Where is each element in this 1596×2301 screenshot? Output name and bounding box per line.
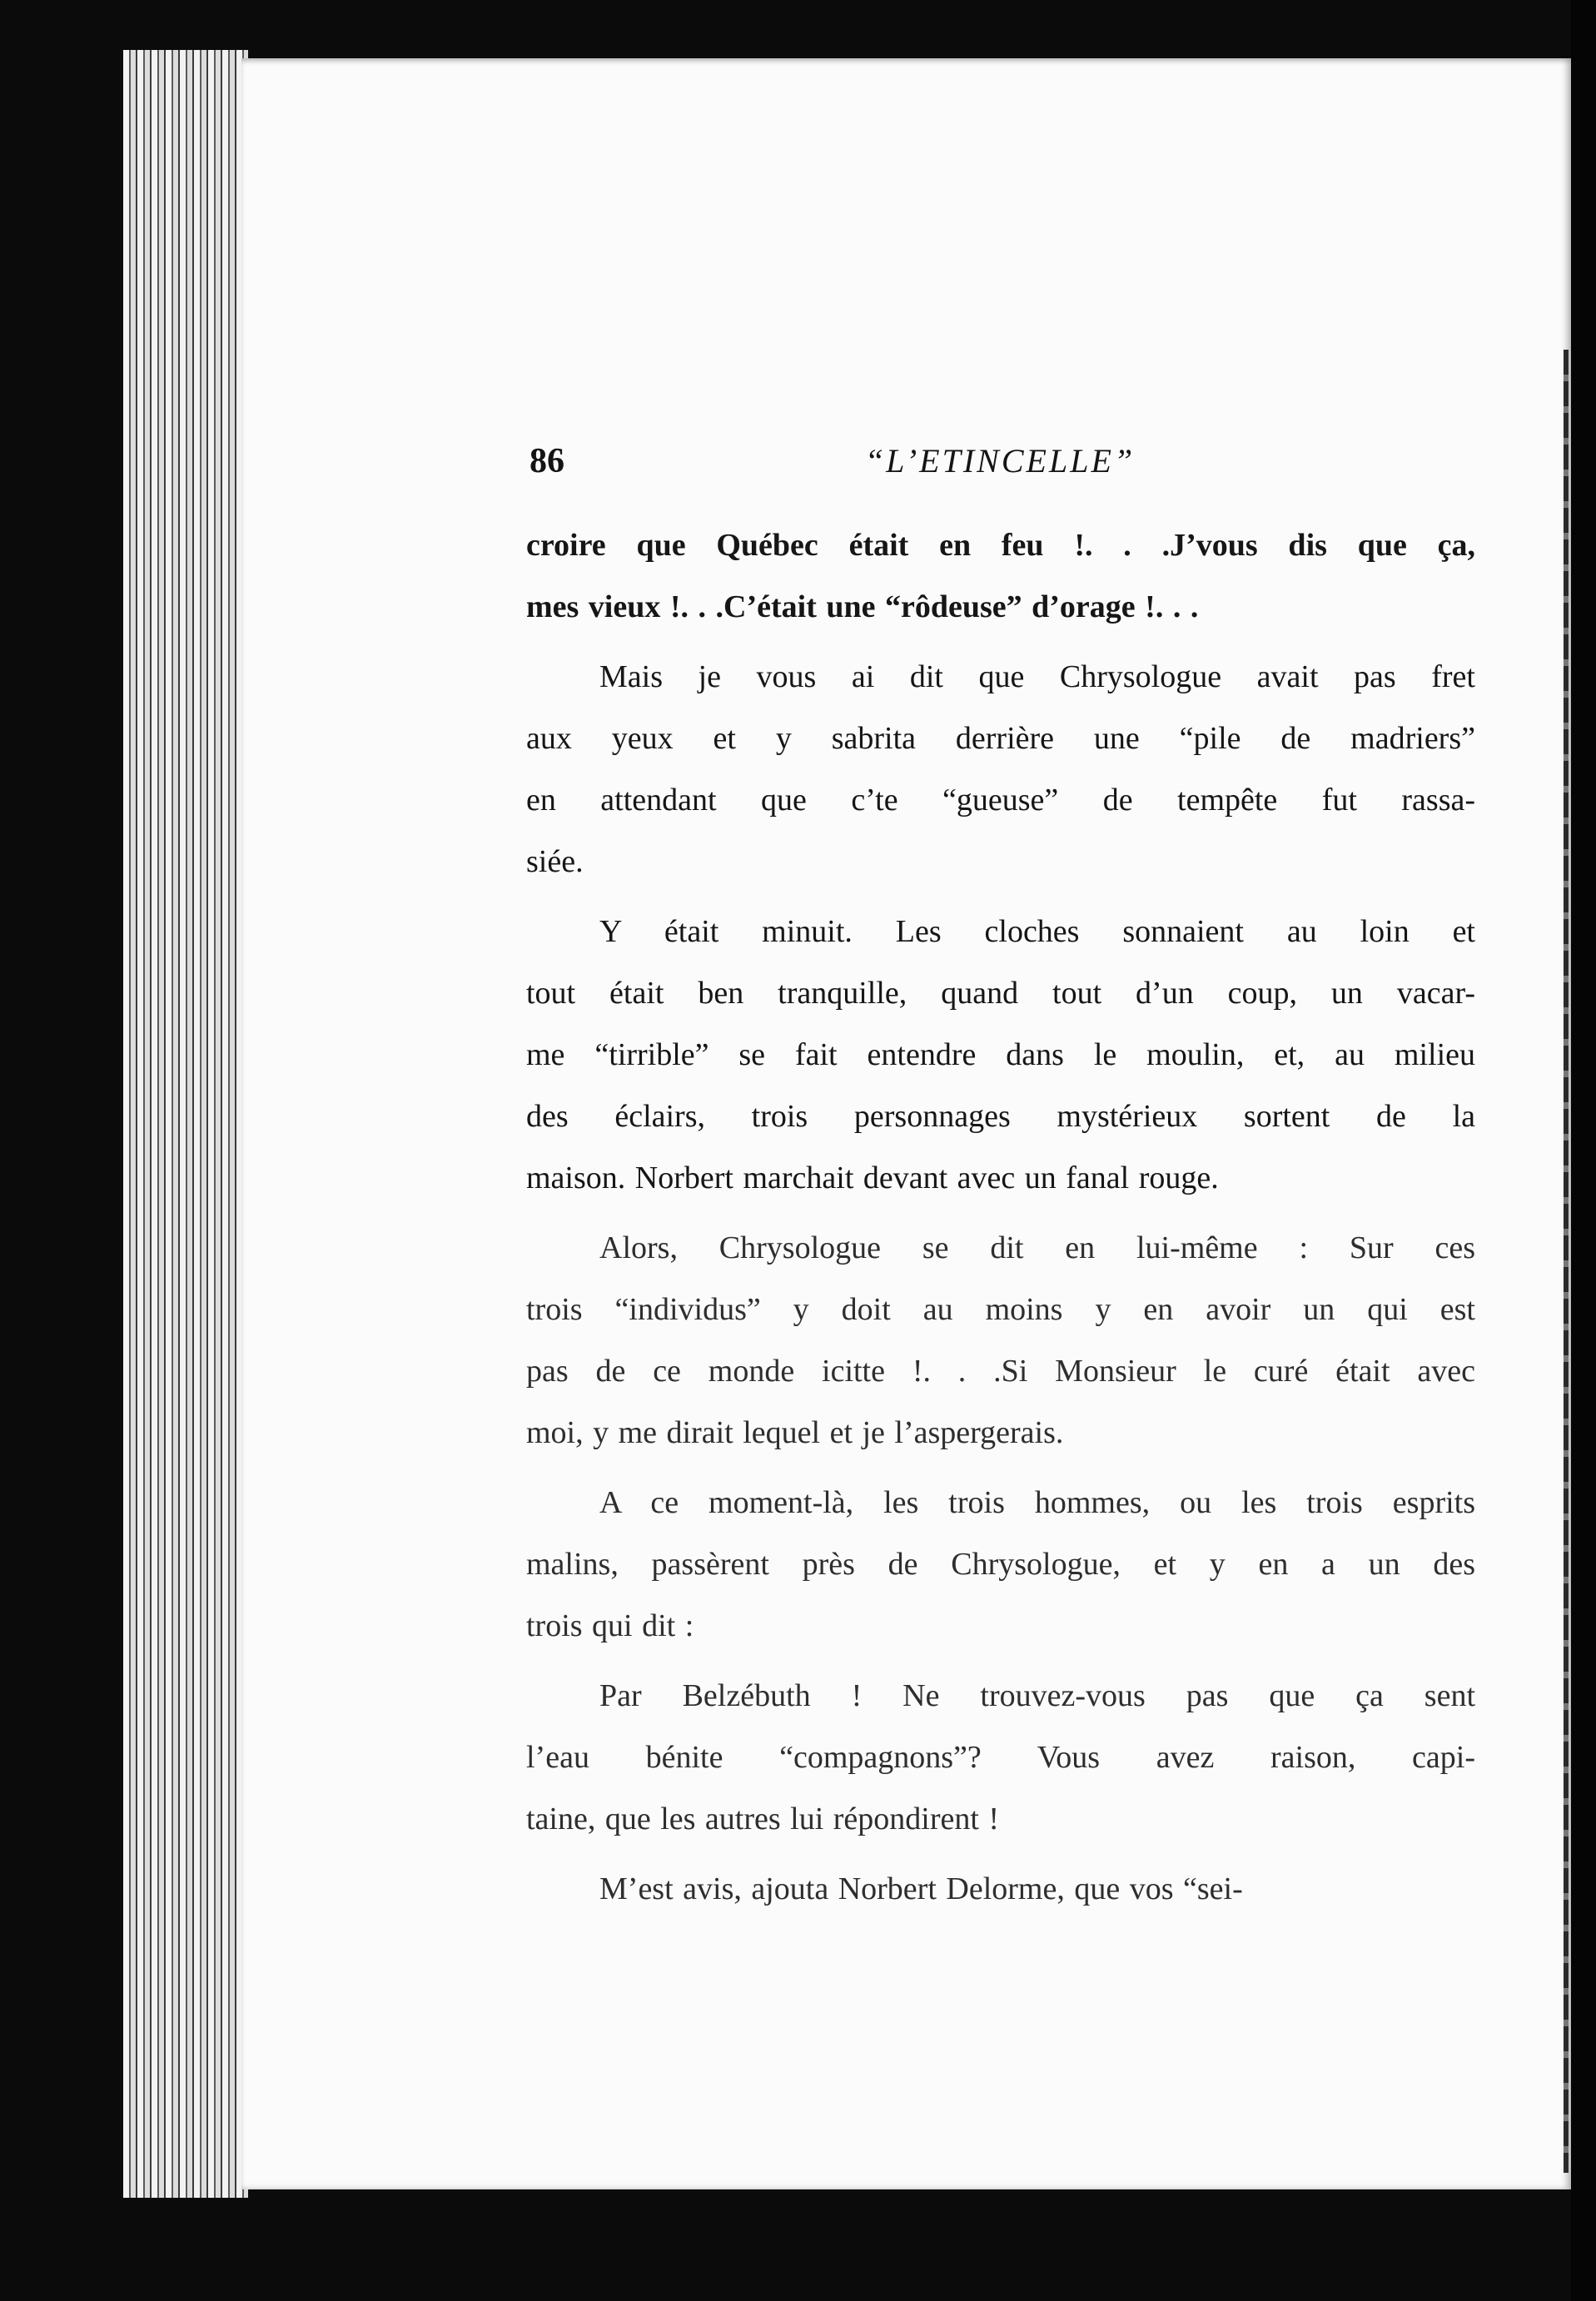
text-line: siée. [526,844,584,879]
text-line: croire que Québec était en feu !. . .J’vous dis que ça, [526,528,1475,563]
text-line: taine, que les autres lui répondirent ! [526,1802,1000,1836]
text-line: moi, y me dirait lequel et je l’aspergerais. [526,1415,1064,1450]
binding-edge [1564,350,1569,2173]
paragraph [526,1665,1475,1850]
paragraph [526,1858,1475,1920]
text-line: maison. Norbert marchait devant avec un fanal rouge. [526,1160,1219,1195]
book-title: “L’ETINCELLE” [864,442,1136,480]
text-line: trois “individus” y doit au moins y en avoir un qui est [526,1292,1475,1327]
text-line: Y était minuit. Les cloches sonnaient au loin et [599,914,1475,949]
paragraph [526,1217,1475,1464]
text-line: Par Belzébuth ! Ne trouvez-vous pas que ça sent [599,1678,1475,1713]
text-line: en attendant que c’te “gueuse” de tempête fut rassa- [526,783,1475,818]
text-line: me “tirrible” se fait entendre dans le moulin, et, au milieu [526,1037,1475,1072]
stacked-page-edges [123,50,248,2198]
text-line: Mais je vous ai dit que Chrysologue avait pas fret [599,659,1475,694]
text-line: mes vieux !. . .C’était une “rôdeuse” d’orage !. . . [526,589,1199,624]
text-line: pas de ce monde icitte !. . .Si Monsieur le curé était avec [526,1354,1475,1389]
text-line: trois qui dit : [526,1608,694,1643]
text-line: malins, passèrent près de Chrysologue, et y en a un des [526,1547,1475,1582]
paragraph [526,1472,1475,1657]
paragraph [526,901,1475,1209]
text-line: tout était ben tranquille, quand tout d’un coup, un vacar- [526,976,1475,1011]
text-line: l’eau bénite “compagnons”? Vous avez raison, capi- [526,1740,1475,1775]
text-line: Alors, Chrysologue se dit en lui-même : Sur ces [599,1230,1475,1265]
text-line: M’est avis, ajouta Norbert Delorme, que vos “sei- [599,1871,1243,1906]
text-line: des éclairs, trois personnages mystérieux sortent de la [526,1099,1475,1134]
page-number: 86 [530,442,564,480]
text-line: A ce moment-là, les trois hommes, ou les trois esprits [599,1485,1475,1520]
paragraph [526,514,1475,638]
paragraph [526,646,1475,892]
body-text [526,514,1475,1928]
text-line: aux yeux et y sabrita derrière une “pile de madriers” [526,721,1475,756]
scan-border [1571,0,1596,2301]
running-head [530,433,1470,491]
